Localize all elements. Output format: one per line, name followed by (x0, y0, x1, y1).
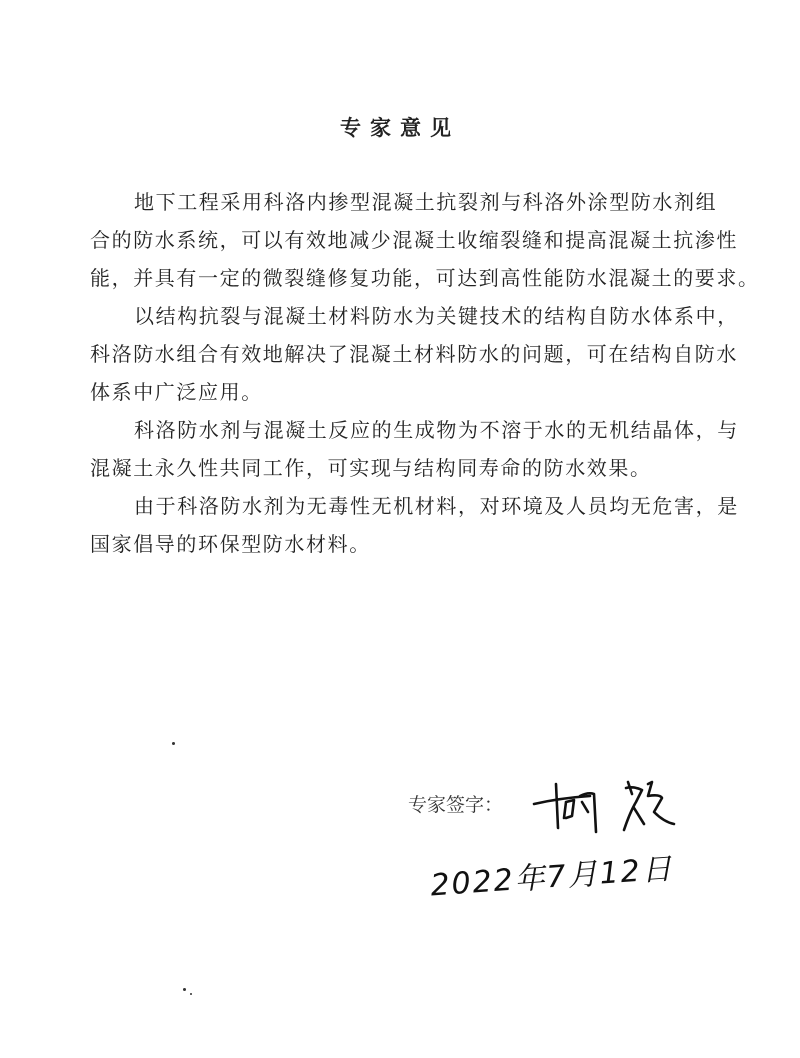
text-line: 由于科洛防水剂为无毒性无机材料，对环境及人员均无危害，是 (134, 494, 739, 518)
handwritten-signature (530, 772, 690, 842)
paragraph-1 (90, 183, 760, 297)
text-line: 能，并具有一定的微裂缝修复功能，可达到高性能防水混凝土的要求。 (90, 266, 760, 290)
text-line: 科洛防水组合有效地解决了混凝土材料防水的问题，可在结构自防水 (90, 342, 738, 366)
document-title: 专家意见 (340, 115, 460, 140)
scan-speck (172, 742, 175, 745)
scan-speck (190, 993, 192, 995)
paragraph-4 (90, 487, 750, 563)
signature-label: 专家签字： (408, 794, 504, 816)
text-line: 合的防水系统，可以有效地减少混凝土收缩裂缝和提高混凝土抗渗性 (90, 228, 738, 252)
document-body (90, 183, 760, 563)
text-line: 科洛防水剂与混凝土反应的生成物为不溶于水的无机结晶体，与 (134, 418, 739, 442)
text-line: 混凝土永久性共同工作，可实现与结构同寿命的防水效果。 (90, 456, 652, 480)
text-line: 国家倡导的环保型防水材料。 (90, 532, 371, 556)
text-line: 体系中广泛应用。 (90, 380, 263, 404)
text-line: 地下工程采用科洛内掺型混凝土抗裂剂与科洛外涂型防水剂组 (134, 190, 718, 214)
text-line: 以结构抗裂与混凝土材料防水为关键技术的结构自防水体系中， (134, 304, 739, 328)
paragraph-2 (90, 297, 750, 411)
signature-date: 2022年7月12日 (429, 851, 675, 904)
paragraph-3 (90, 411, 750, 487)
scan-speck (183, 988, 186, 991)
